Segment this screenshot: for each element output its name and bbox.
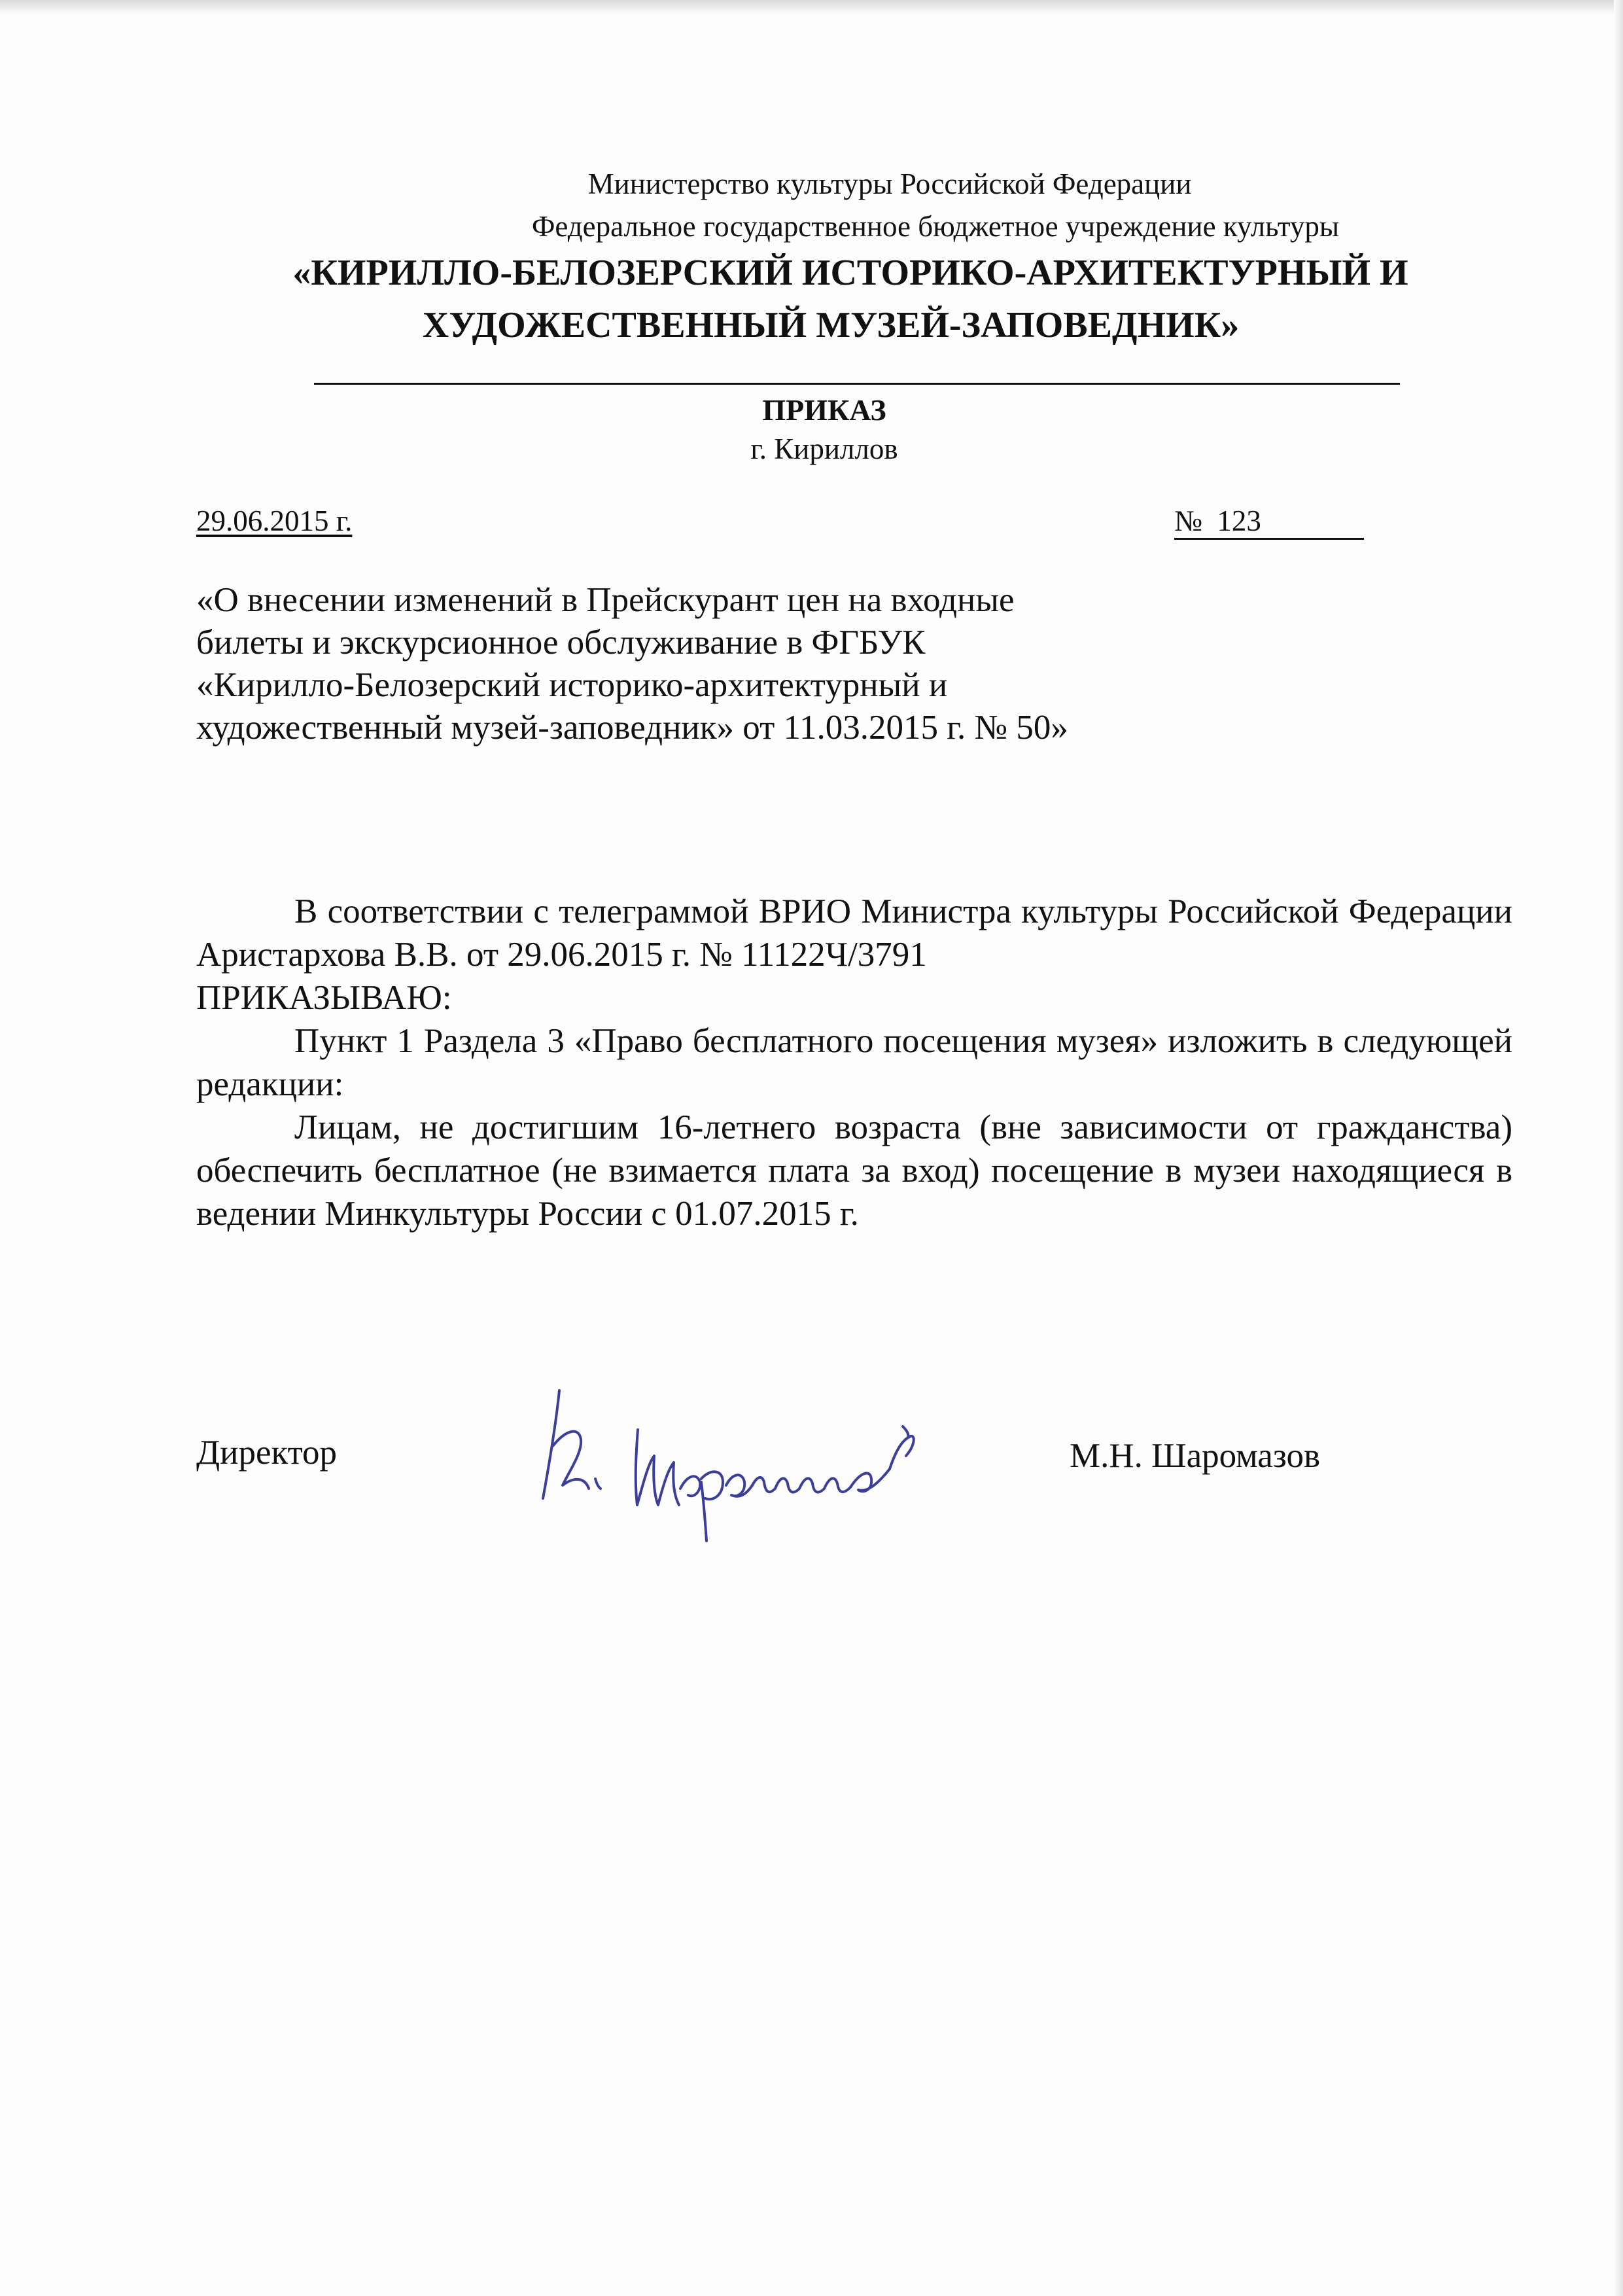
subject-line: «О внесении изменений в Прейскурант цен на входные	[196, 581, 1015, 619]
order-date: 29.06.2015 г.	[196, 504, 353, 537]
scan-edge-right	[1614, 0, 1623, 2296]
order-title: ПРИКАЗ	[762, 393, 886, 427]
institution-type: Федеральное государственное бюджетное учреждение культуры	[531, 210, 1340, 243]
header-divider	[314, 383, 1400, 385]
order-body	[196, 890, 1512, 1235]
order-number: № 123	[1174, 504, 1364, 540]
order-directive: ПРИКАЗЫВАЮ:	[196, 979, 452, 1017]
clause-paragraph: Пункт 1 Раздела 3 «Право бесплатного посещения музея» изложить в следующей редакции:	[196, 1022, 1512, 1103]
signatory-name: М.Н. Шаромазов	[1070, 1437, 1320, 1475]
subject-line: билеты и экскурсионное обслуживание в ФГБУК	[196, 624, 926, 662]
provision-paragraph: Лицам, не достигшим 16-летнего возраста (вне зависимости от гражданства) обеспечить бесплатное (не взимается плата за вход) посещение в музеи находящиеся в ведении Минкультуры России с 01.07.2015 г.	[196, 1108, 1512, 1233]
subject-line: художественный музей-заповедник» от 11.03.2015 г. № 50»	[196, 709, 1068, 747]
museum-name-line-2: ХУДОЖЕСТВЕННЫЙ МУЗЕЙ-ЗАПОВЕДНИК»	[422, 305, 1240, 345]
basis-paragraph: В соответствии с телеграммой ВРИО Министра культуры Российской Федерации Аристархова В.В. от 29.06.2015 г. № 11122Ч/3791	[196, 892, 1512, 974]
order-subject	[196, 579, 1243, 749]
subject-line: «Кирилло-Белозерский историко-архитектурный и	[196, 666, 948, 704]
scan-edge-top	[0, 0, 1623, 14]
signatory-position: Директор	[196, 1434, 338, 1472]
handwritten-signature	[497, 1364, 1073, 1547]
museum-name-line-1: «КИРИЛЛО-БЕЛОЗЕРСКИЙ ИСТОРИКО-АРХИТЕКТУРНЫЙ И	[292, 253, 1408, 293]
ministry-name: Министерство культуры Российской Федерации	[587, 168, 1192, 200]
order-city: г. Кириллов	[750, 433, 898, 465]
signature-block	[196, 1426, 1472, 1557]
